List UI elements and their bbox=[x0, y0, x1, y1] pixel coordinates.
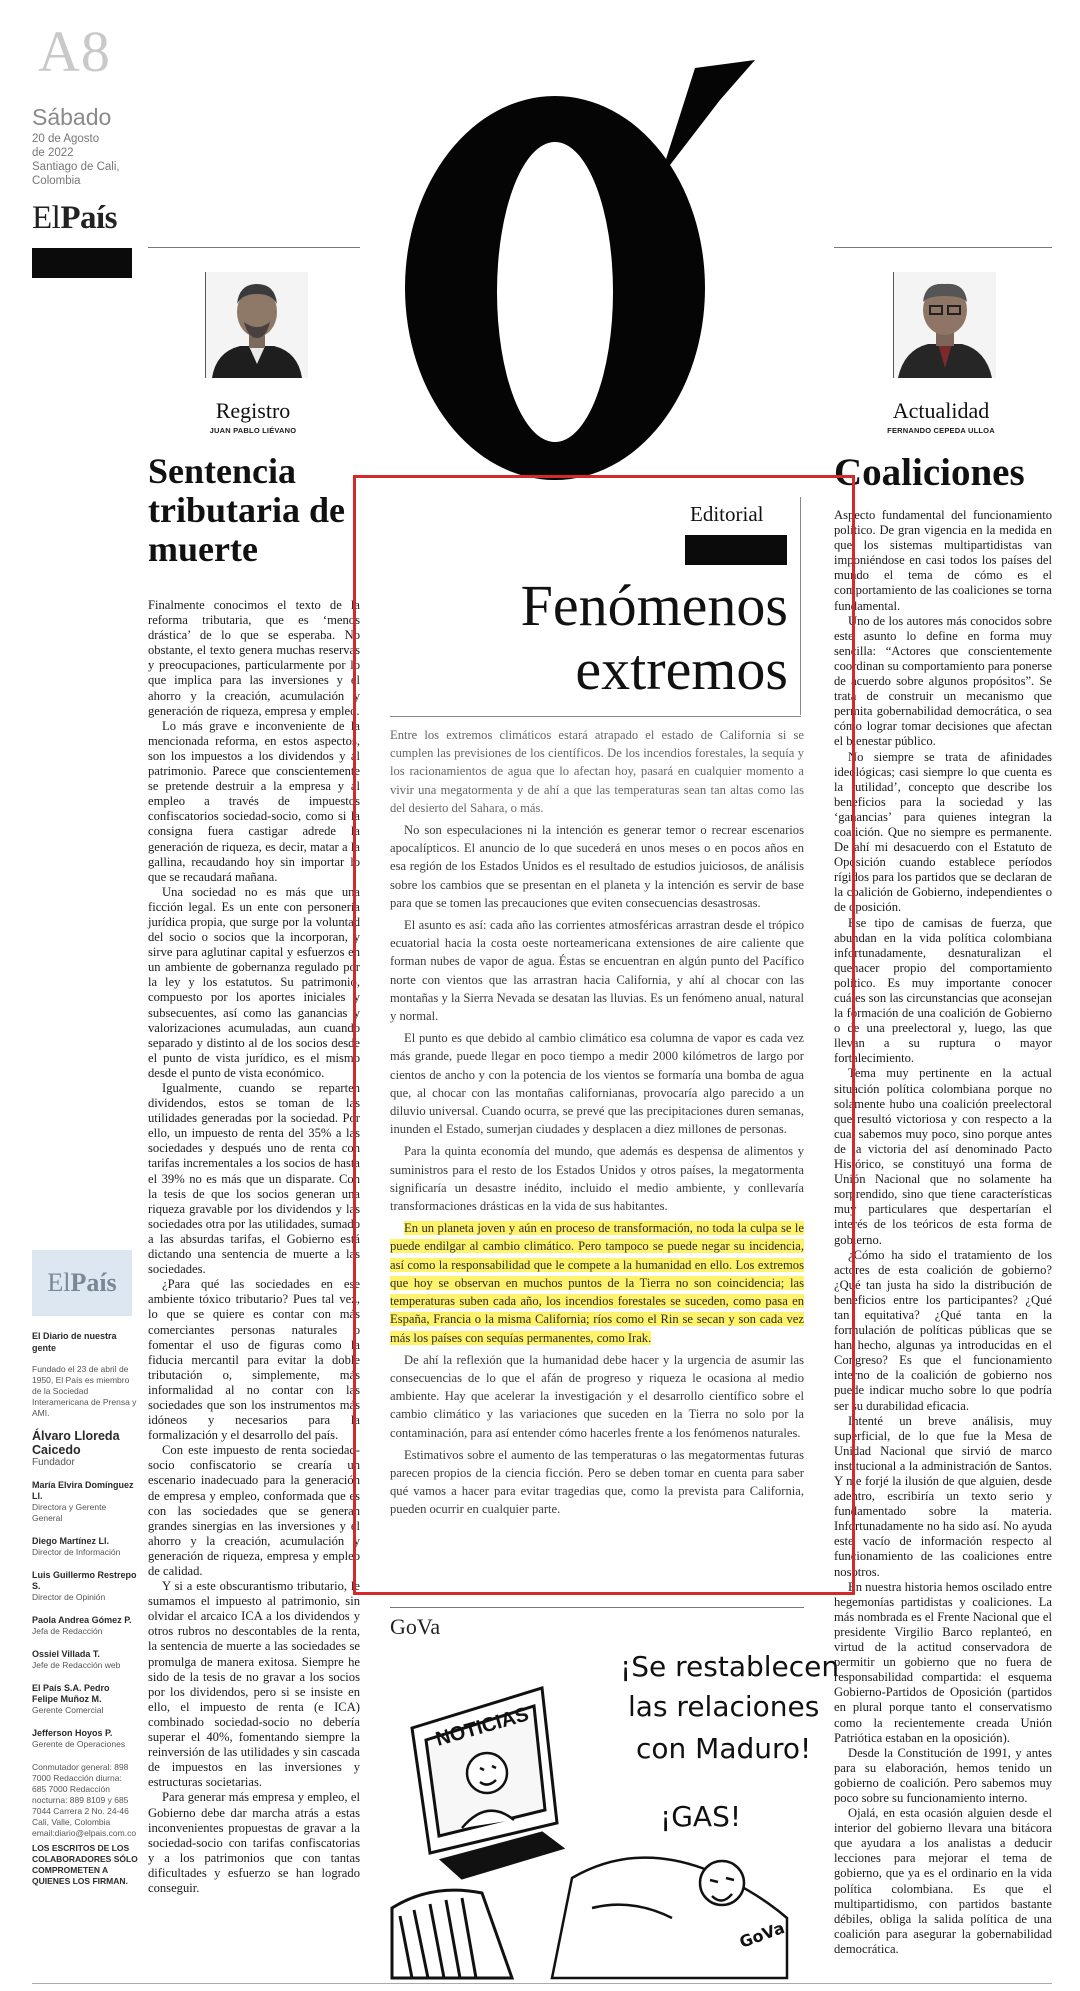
paragraph: En nuestra historia hemos oscilado entre hegemonías partidistas y coaliciones. La más nombrada es el Frente Nacional que el presidente Virgilio Barco replanteó, en virtud de la actitud conservadora de permitir un gobierno que no fuera de responsabilidad compartida: el esquema Gobierno-Partidos de Oposición (partidos en plural porque tanto el conservatismo como la recientemente creada Unión Patriótica estaban en la oposición). bbox=[834, 1579, 1052, 1745]
paragraph: Con este impuesto de renta sociedad-socio confiscatorio se crearía un escenario inadecuado para la generación de empresa y empleo, conformada que es con las sociedades que se generan grandes sinergias en las inversiones y el ahorro y la creación, acumulación y generación de riqueza, empresa y empleo de calidad. bbox=[148, 1443, 360, 1578]
masthead-black-bar bbox=[32, 248, 132, 278]
paragraph: ¿Cómo ha sido el tratamiento de los actores de esta coalición de gobierno? ¿Qué tan justa ha sido la distribución de beneficios entre los participantes? ¿Qué tan equitativa? ¿Qué tanta en la formulación de políticas públicas que se han hecho, algunas ya introducidas en el Congreso? Es que el funcionamiento interno de la coalición de gobierno nos puede indicar mucho sobre lo que podría ser su durabilidad eficacia. bbox=[834, 1247, 1052, 1413]
paragraph: Lo más grave e inconveniente de la mencionada reforma, en estos aspectos, son los impuestos a los dividendos y al patrimonio. Parece que conscientemente se pretende destruir a la empresa y al empleo a través de impuestos confiscatorios sociedad-socio, como si la consigna fuera castigar adrede la generación de riqueza, es decir, matar a la gallina, recaudando hoy sin importar lo que se recaudará mañana. bbox=[148, 718, 360, 884]
cartoon-title: GoVa bbox=[390, 1614, 441, 1639]
founder-role: Fundador bbox=[32, 1457, 75, 1468]
paragraph: Aspecto fundamental del funcionamiento político. De gran vigencia en la medida en que los sistemas multipartidistas van imponiéndose en casi todos los países del mundo el tema de cómo es el comportamiento de las coaliciones se torna fundamental. bbox=[834, 508, 1052, 613]
paragraph: No siempre se trata de afinidades ideológicas; casi siempre lo que cuenta es la ‘utilidad’, concepto que describe los beneficios para la sociedad y las ‘ganancias’ para quienes integran la coalición. Que no siempre es permanente. De ahí mi desacuerdo con el Estatuto de Oposición cuando establece períodos rígidos para los partidos que se declaran de la coalición de Gobierno, independientes o de oposición. bbox=[834, 749, 1052, 915]
paragraph: Ojalá, en esta ocasión alguien desde el interior del gobierno llevara una bitácora que ayudara a los analistas a deducir lecciones para mejorar el tema de gobierno, que ya es el ordinario en la vida política colombiana. Es que el multipartidismo, con partidos bastante débiles, obliga la salida política de una coalición para asegurar la gobernabilidad democrática. bbox=[834, 1806, 1052, 1956]
caption-line: ¡Se restablecen bbox=[620, 1650, 840, 1683]
columnist-name-left: JUAN PABLO LIÉVANO bbox=[209, 426, 297, 435]
publication-date bbox=[32, 132, 142, 188]
paragraph: Intenté un breve análisis, muy superficial, de lo que fue la Mesa de Unidad Nacional que sirvió de marco institucional a la administración de Santos. Y me forjé la ilusión de que alguien, desde adentro, escribiría un texto serio y fundamentado sobre la materia. Infortunadamente no ha sido así. No ayuda este vacío de información respecto al funcionamiento de las coaliciones entre nosotros. bbox=[834, 1413, 1052, 1579]
column-section-left: Registro bbox=[215, 398, 291, 423]
editorial-title-line: extremos bbox=[575, 637, 788, 702]
date-line: de 2022 bbox=[32, 147, 74, 159]
headline-left: Sentencia tributaria de muerte bbox=[148, 451, 345, 569]
editorial-title-line: Fenómenos bbox=[520, 573, 788, 638]
paragraph: Y si a este obscurantismo tributario, le sumamos el impuesto al patrimonio, sin olvidar el arcaico ICA a los dividendos y otros rubros no descontables de la renta, la sentencia de muerte a las sociedades se promulga de manera exitosa. Siempre he sido de la tesis de no gravar a los socios por los dividendos, pero si se insiste en ello, el impuesto de renta (e ICA) combinado sociedad-socio no debería superar el 40%, fomentando siempre la reinversión de las utilidades y sin cascada de impuestos en las inversiones y estructuras societarias. bbox=[148, 1579, 360, 1790]
paragraph-text: Estimativos sobre el aumento de las temperaturas o las megatormentas futuras parecen propios de la ciencia ficción. Pero se deben tomar en cuenta para saber qué vamos a hacer para evitar tragedias que, como la prevista para California, pueden ocurrir en cualquier parte. bbox=[390, 1447, 804, 1517]
column-body-left bbox=[148, 598, 360, 1986]
staff-role: Director de Opinión bbox=[32, 1592, 106, 1602]
date-line: Santiago de Cali, bbox=[32, 161, 120, 173]
column-section-right: Actualidad bbox=[892, 398, 990, 423]
divider bbox=[390, 1607, 804, 1608]
sidebar-logo bbox=[32, 1250, 132, 1316]
staff-role: Jefa de Redacción bbox=[32, 1626, 103, 1636]
publication-day: Sábado bbox=[32, 104, 112, 130]
staff-name: El País S.A. Pedro Felipe Muñoz M. bbox=[32, 1683, 110, 1704]
staff-name: Luis Guillermo Restrepo S. bbox=[32, 1570, 137, 1591]
page-number: A8 bbox=[38, 19, 111, 84]
columnist-photo-left bbox=[205, 272, 307, 378]
columnist-name-right: FERNANDO CEPEDA ULLOA bbox=[887, 426, 995, 435]
logo-el: El bbox=[32, 200, 61, 236]
staff-box bbox=[32, 1330, 138, 1887]
paragraph bbox=[390, 1142, 804, 1215]
staff-role: Gerente Comercial bbox=[32, 1705, 104, 1715]
paragraph: Finalmente conocimos el texto de la reforma tributaria, que es ‘menos drástica’ de lo que se esperaba. No obstante, el texto genera muchas reservas y preocupaciones, particularmente por lo que implica para las inversiones y el ahorro y la creación, acumulación y generación de riqueza, empresa y empleo. bbox=[148, 598, 360, 718]
date-line: 20 de Agosto bbox=[32, 133, 100, 145]
editorial-title bbox=[380, 574, 788, 702]
paragraph-text: El punto es que debido al cambio climático esa columna de vapor es cada vez más grande, puede llegar en poco tiempo a medir 2000 kilómetros de largo por cientos de ancho y con la potencia de los vientos se formaría una bomba de agua que, al chocar con las montañas californianas, provocaría algo parecido a un diluvio universal. Cuando ocurra, se prevé que las precipitaciones duren semanas, inunden el Estado, sumerjan ciudades y desplacen a diez millones de personas. bbox=[390, 1031, 804, 1137]
divider bbox=[32, 1983, 1052, 1984]
paragraph: ¿Para qué las sociedades en ese ambiente tóxico tributario? Pues tal vez, lo que se quiere es contar con más comerciantes personas naturales o fomentar el uso de figuras como la fiducia mercantil para evitar la doble tributación o, simplemente, más informalidad al no contar con las sociedades que son los instrumentos más idóneos y necesarios para la formalización y el desarrollo del país. bbox=[148, 1277, 360, 1443]
cartoon-signature: GoVa bbox=[736, 1918, 788, 1952]
staff-role: Director de Información bbox=[32, 1547, 121, 1557]
divider bbox=[390, 716, 801, 717]
divider bbox=[800, 497, 801, 715]
founder-name: Álvaro Lloreda Caicedo bbox=[32, 1429, 120, 1457]
paragraph-text: No son especulaciones ni la intención es generar temor o recrear escenarios apocalípticos. El anuncio de lo que sucederá en unos meses o en pocos años en esa región de los Estados Unidos es el resultado de estudios juiciosos, de análisis sobre los cambios que se presentan en el planeta y la intención es servir de base para que se tomen las precauciones que eviten consecuencias desastrosas. bbox=[390, 823, 804, 910]
paragraph bbox=[390, 916, 804, 1025]
staff-name: Paola Andrea Gómez P. bbox=[32, 1615, 132, 1625]
staff-role: Gerente de Operaciones bbox=[32, 1739, 126, 1749]
paragraph: Uno de los autores más conocidos sobre este asunto lo define en forma muy sencilla: “Actores que conscientemente coordinan su comportamiento para ponerse de acuerdo sobre algunos propósitos”. Se trata de construir un mecanismo que permita gobernabilidad democrática, o sea cómo lograr tomar decisiones que afectan el bienestar público. bbox=[834, 613, 1052, 749]
paragraph bbox=[390, 821, 804, 912]
paragraph-text: De ahí la reflexión que la humanidad debe hacer y la urgencia de asumir las consecuencias de lo que el afán de progreso y riqueza le ocasiona al medio ambiente. Hay que acelerar la investigación y el desarrollo científico sobre el cambio climático y las variaciones que suceden en la Tierra no solo por la contaminación, para así entender cómo hacerles frente a los fenómenos naturales. bbox=[390, 1352, 804, 1440]
caption-line: con Maduro! bbox=[636, 1732, 812, 1765]
paragraph: Para generar más empresa y empleo, el Gobierno debe dar marcha atrás a estas inconvenientes propuestas de gravar a la sociedad-socio con tarifas confiscatorias y a los patrimonios que con tantas dificultades y esfuerzo se han logrado conseguir. bbox=[148, 1790, 360, 1895]
paragraph-text: Para la quinta economía del mundo, que además es despensa de alimentos y suministros para el resto de los Estados Unidos y otros países, la megatormenta significaría un desastre inédito, incluido el medio ambiente, y conllevaría transformaciones drásticas en la vida de sus habitantes. bbox=[390, 1144, 804, 1214]
avatar bbox=[894, 272, 996, 378]
paragraph: Igualmente, cuando se reparten dividendos, estos se toman de las utilidades generadas por la sociedad. Por ello, un impuesto de renta del 35% a las sociedades y después uno de renta con tarifas incrementales a los socios de hasta el 39% no es más que un disparate. Con la tesis de que los socios generan una riqueza gravable por los dividendos y las sociedades otra por las utilidades, sumado a las absurdas tarifas, el Gobierno está dictando una sentencia de muerte a las sociedades. bbox=[148, 1081, 360, 1277]
cartoon-exclamation: ¡GAS! bbox=[660, 1800, 742, 1833]
tv-label: NOTICIAS bbox=[433, 1703, 532, 1751]
paragraph bbox=[390, 726, 804, 817]
date-line: Colombia bbox=[32, 175, 81, 187]
headline-right: Coaliciones bbox=[834, 451, 1025, 494]
contact-info: Conmutador general: 898 7000 Redacción diurna: 685 7000 Redacción nocturna: 889 8109 y 685 7044 Carrera 2 No. 24-46 Cali, Valle, Colombia email:diario@elpais.com.co bbox=[32, 1762, 137, 1838]
paragraph bbox=[390, 1029, 804, 1138]
staff-name: María Elvira Domínguez Ll. bbox=[32, 1480, 134, 1501]
paragraph: Ese tipo de camisas de fuerza, que abundan en la vida política colombiana infortunadamente, desnaturalizan el quehacer propio del comportamiento político. Es muy importante conocer cuáles son las circunstancias que aconsejan la formación de una coalición de Gobierno o de una preelectoral y, luego, las que llevan a su ruptura o mayor fortalecimiento. bbox=[834, 915, 1052, 1066]
paragraph-text: Entre los extremos climáticos estará atrapado el estado de California si se cumplen las previsiones de los científicos. De los incendios forestales, la sequía y los racionamientos de agua que lo afectan hoy, pasará en cualquier momento a vivir una megatormenta y de ahí a que las temperaturas sean tan altas como las del desierto del Sahara, o más. bbox=[390, 728, 804, 815]
tagline: El Diario de nuestra gente bbox=[32, 1331, 117, 1353]
highlighted-paragraph bbox=[390, 1219, 804, 1346]
paragraph-text: El asunto es así: cada año las corrientes atmosféricas arrastran desde el trópico ecuatorial hacia la costa oeste norteamericana extensiones de aire caliente que forman nubes de vapor de agua. Éstas se encuentran en algún punto del Pacífico norte con vientos que las arrastran hacia California, y ahí al chocar con las montañas y la Sierra Nevada se desatan las lluvias. Es un fenómeno anual, natural y normal. bbox=[390, 918, 804, 1024]
big-o-ornament bbox=[360, 60, 820, 480]
paragraph bbox=[390, 1446, 804, 1519]
staff-name: Diego Martínez Ll. bbox=[32, 1536, 110, 1546]
paragraph bbox=[390, 1351, 804, 1442]
editorial-black-bar bbox=[685, 535, 787, 565]
staff-name: Jefferson Hoyos P. bbox=[32, 1728, 113, 1738]
avatar bbox=[206, 272, 308, 378]
editorial-body bbox=[390, 726, 804, 1576]
founded-text: Fundado el 23 de abril de 1950, El País es miembro de la Sociedad Interamericana de Prensa y AMI. bbox=[32, 1364, 137, 1418]
logo-pais: País bbox=[70, 1268, 117, 1297]
paragraph: Una sociedad no es más que una ficción legal. Es un ente con personería jurídica propia, que surge por la voluntad del socio o socios que la incorporan, y sirve para aglutinar capital y esfuerzos en un ambiente de gobernanza regulado por la ley y los estatutos. Su patrimonio, compuesto por los aportes iniciales y subsecuentes, así como las ganancias y valorizaciones acumuladas, aun cuando separado y distinto al de los socios desde el punto de vista jurídico, es el mismo desde el punto de vista económico. bbox=[148, 884, 360, 1080]
divider bbox=[834, 247, 1052, 248]
divider bbox=[148, 247, 360, 248]
staff-role: Directora y Gerente General bbox=[32, 1502, 107, 1523]
logo-pais: País bbox=[60, 200, 117, 236]
disclaimer: LOS ESCRITOS DE LOS COLABORADORES SÓLO COMPROMETEN A QUIENES LOS FIRMAN. bbox=[32, 1843, 138, 1886]
staff-name: Ossiel Villada T. bbox=[32, 1649, 100, 1659]
staff-role: Jefe de Redacción web bbox=[32, 1660, 121, 1670]
viewer-figure bbox=[552, 1858, 787, 1978]
cabinet bbox=[392, 1890, 512, 1978]
paragraph: Tema muy pertinente en la actual situación política colombiana porque no solamente hubo una coalición preelectoral que resultó victoriosa y con respecto a la cual sabemos muy poco, sino porque antes de la victoria del así denominado Pacto Histórico, se constituyó una forma de Unión Nacional que no solamente ha sorprendido, sino que tiene características muy particulares que despertarían el interés de los teóricos de esta forma de gobierno. bbox=[834, 1066, 1052, 1247]
newspaper-logo bbox=[32, 200, 117, 237]
editorial-label: Editorial bbox=[690, 502, 764, 526]
caption-line: las relaciones bbox=[628, 1690, 820, 1723]
column-body-right bbox=[834, 508, 1052, 1986]
paragraph: Desde la Constitución de 1991, y antes para su elaboración, hemos tenido un gobierno de coalición. Pero sabemos muy poco sobre su funcionamiento interno. bbox=[834, 1745, 1052, 1805]
columnist-photo-right bbox=[893, 272, 995, 378]
logo-el: El bbox=[47, 1268, 71, 1297]
cartoon-illustration bbox=[392, 1648, 840, 1978]
highlighted-text: En un planeta joven y aún en proceso de transformación, no toda la culpa se le puede endilgar al cambio climático. Pero tampoco se puede negar su incidencia, así como la responsabilidad que le compete a la humanidad en ello. Los extremos que hoy se observan en muchos puntos de la Tierra no son coincidencia; las temperaturas suben cada año, los incendios forestales se suceden, como pasa en España, Francia o la misma California; ríos como el Rin se secan y son cada vez más los países con sequías permanentes, como Irak. bbox=[390, 1221, 804, 1345]
